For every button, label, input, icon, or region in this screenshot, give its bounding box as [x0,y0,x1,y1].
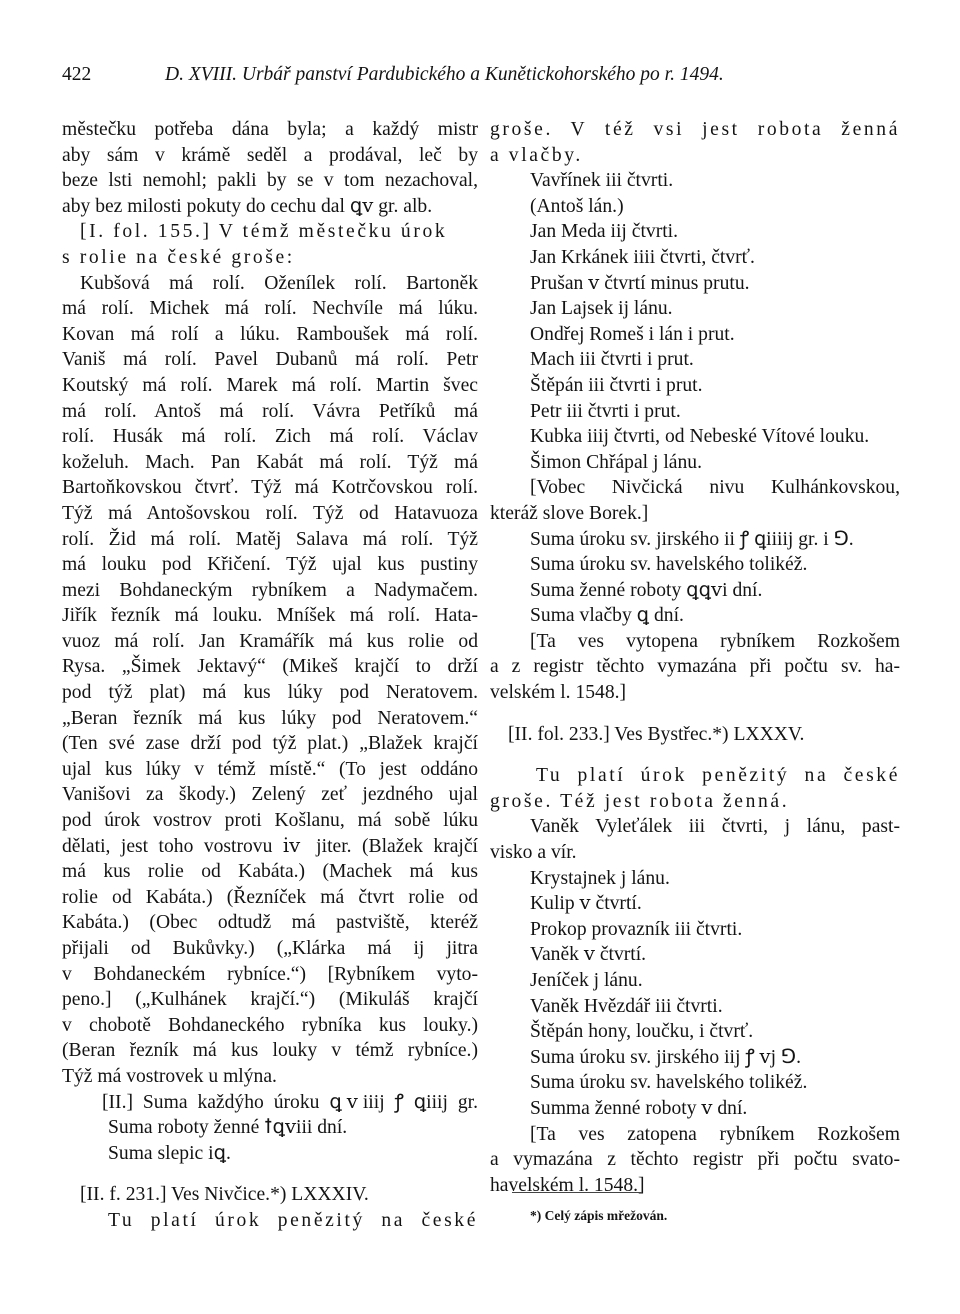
text-line: ujal kus lúky v témž místě.“ (To jest oddáno [62,758,478,780]
text-line: Suma úroku sv. jirského ii ꝭ ꝗiiiij gr. i ⅁. [530,528,854,550]
text-line: Vaniš má rolí. Pavel Dubanů má rolí. Petr [62,349,478,371]
text-line: Suma úroku sv. havelského tolikéž. [530,1072,808,1094]
text-line: koželuh. Mach. Pan Kabát má rolí. Týž má [62,451,478,473]
running-title: D. XVIII. Urbář panství Pardubického a Kunětickohorského po r. 1494. [165,64,724,85]
text-line: beze lsti nemohl; pakli by se v tom nezachoval, [62,170,478,192]
text-line: Jan Meda iij čtvrti. [530,221,679,243]
paragraph-gap [490,747,900,763]
text-line: Šimon Chřápal j lánu. [530,451,702,473]
text-line: [II. f. 231.] Ves Nivčice.*) LXXXIV. [80,1184,369,1206]
text-line: Kubšová má rolí. Oženílek rolí. Bartoněk [80,272,478,294]
text-line: a vymazána z těchto registr při počtu svato- [490,1149,900,1171]
text-line: má rolí. Michek má rolí. Nechvíle má lúku. [62,298,478,320]
text-line: velském l. 1548.] [490,682,627,704]
text-line: Jan Lajsek ij lánu. [530,298,673,320]
text-line: Koutský má rolí. Marek má rolí. Martin švec [62,374,478,396]
text-line: Jeníček j lánu. [530,970,643,991]
text-line: rolí. Žid má rolí. Matěj Salava má rolí. Týž [62,528,478,550]
text-line: (Ten své zase drží pod týž plat.) „Blažek krajčí [62,733,478,755]
text-line: v Bohdaneckém rybníce.“) [Rybníkem vyto- [62,963,478,985]
text-line: Jiřík řezník má louku. Mníšek má rolí. Hata- [62,605,478,627]
text-line: rolí. Husák má rolí. Zich má rolí. Václav [62,426,478,448]
text-line: (Beran řezník má kus louky v témž rybníce.) [62,1040,478,1062]
text-line: Rysa. „Šimek Jektavý“ (Mikeš krajčí to drží [62,656,478,678]
text-line: Krystajnek j lánu. [530,867,670,889]
text-line: Suma slepic iꝗ. [108,1142,231,1164]
text-line: Ondřej Romeš i lán i prut. [530,323,735,345]
text-line: aby sám v krámě seděl a prodával, leč by [62,144,478,166]
text-line: Suma úroku sv. havelského tolikéž. [530,554,808,576]
text-line: Petr iii čtvrti i prut. [530,400,681,422]
text-line: Prokop provazník iii čtvrti. [530,918,743,940]
text-line: má louku pod Křičení. Týž ujal kus pustiny [62,554,478,576]
text-line: dělati, jest toho vostrovu ⅳ jiter. (Blažek krajčí [62,835,478,857]
text-line: groše. V též vsi jest robota ženná [490,119,900,140]
text-line: pod úrok vostrov proti Košlanu, má sobě lúku [62,810,478,832]
text-line: rolie od Kabáta.) (Řezníček má čtvrt rolie od [62,886,478,908]
text-line: Jan Krkánek iiii čtvrti, čtvrť. [530,246,755,268]
text-line: Bartoňkovskou čtvrť. Týž má Kotrčovskou rolí. [62,477,478,499]
text-line: Vanišovi za škody.) Zelený zeť jezdného ujal [62,784,478,806]
text-line: a vlačby. [490,144,583,166]
text-line: Suma roboty ženné ꝉꝗⅴiii dní. [108,1117,348,1139]
text-line: pod týž plat) má kus lúky pod Neratovem. [62,682,478,704]
text-line: má rolí. Antoš má rolí. Vávra Petříků má [62,400,478,422]
text-line: Kovan má rolí a lúku. Ramboušek má rolí. [62,323,478,345]
text-line: Prušan ⅴ čtvrtí minus prutu. [530,272,750,294]
text-line: Štěpán hony, loučku, i čtvrť. [530,1021,754,1043]
page-number: 422 [62,64,92,85]
text-line: Týž má Antošovskou rolí. Týž od Hatavuoza [62,502,478,524]
text-line: (Antoš lán.) [530,195,624,217]
text-line: havelském l. 1548.] [490,1174,645,1196]
text-line: Vaněk Vyleťálek iii čtvrti, j lánu, past- [530,816,900,838]
text-line: [Vobec Nivčická nivu Kulhánkovskou, [530,477,900,499]
text-line: aby bez milosti pokuty do cechu dal ꝗⅴ gr. alb. [62,195,433,217]
text-line: groše. Též jest robota ženná. [490,790,790,812]
text-line: a z registr těchto vymazána při počtu sv. ha- [490,656,900,678]
footnote-rule [512,1192,642,1193]
text-line: peno.] („Kulhánek krajčí.“) (Mikuláš krajčí [62,989,478,1011]
text-line: Suma ženné roboty ꝗꝗⅴi dní. [530,579,763,601]
left-column [62,117,478,1234]
right-column [490,117,900,1198]
text-line: Štěpán iii čtvrti i prut. [530,374,703,396]
text-line: [Ta ves zatopena rybníkem Rozkošem [530,1123,900,1145]
text-line: městečku potřeba dána byla; a každý mistr [62,119,478,140]
text-line: Tu platí úrok penězitý na české [108,1209,478,1231]
text-line: Tu platí úrok penězitý na české [536,765,900,787]
text-line: s rolie na české groše: [62,246,295,268]
text-line: [Ta ves vytopena rybníkem Rozkošem [530,630,900,652]
text-line: Kulip ⅴ čtvrtí. [530,893,642,915]
text-line: Summa ženné roboty ⅴ dní. [530,1097,748,1119]
text-line: Vaněk Hvězdář iii čtvrti. [530,995,723,1017]
text-line: [I. fol. 155.] V témž městečku úrok [80,221,448,243]
text-line: Týž má vostrovek u mlýna. [62,1065,277,1087]
text-line: kteráž slove Borek.] [490,502,649,524]
paragraph-gap [490,706,900,722]
text-line: visko a vír. [490,842,577,864]
footnote: *) Celý zápis mřežován. [530,1208,668,1223]
text-line: Vaněk ⅴ čtvrtí. [530,944,647,966]
text-line: mezi Bohdaneckým rybníkem a Nadymačem. [62,579,478,601]
text-line: Mach iii čtvrti i prut. [530,349,694,371]
text-line: přijali od Bukůvky.) („Klárka má ij jitra [62,938,478,959]
text-line: Kabáta.) (Obec odtudž má pastviště, kteréž [62,912,478,934]
text-line: [II. fol. 233.] Ves Bystřec.*) LXXXV. [508,723,805,745]
running-header [62,64,902,94]
text-line: „Beran řezník má kus lúky pod Neratovem.“ [62,707,478,729]
text-line: má kus rolie od Kabáta.) (Machek má kus [62,861,478,883]
text-line: Kubka iiij čtvrti, od Nebeské Vítové louku. [530,426,870,448]
paragraph-gap [62,1166,478,1182]
text-line: Suma úroku sv. jirského iij ꝭ ⅴj ⅁. [530,1046,802,1068]
text-line: vuoz má rolí. Jan Kramářík má kus rolie od [62,630,478,652]
text-line: [II.] Suma každýho úroku ꝗⅴiiij ꝭ ꝗiiij gr. [102,1091,478,1113]
text-line: Vavřínek iii čtvrti. [530,170,674,192]
text-line: v chobotě Bohdaneckého rybníka kus louky.) [62,1014,478,1036]
text-line: Suma vlačby ꝗ dní. [530,605,684,627]
